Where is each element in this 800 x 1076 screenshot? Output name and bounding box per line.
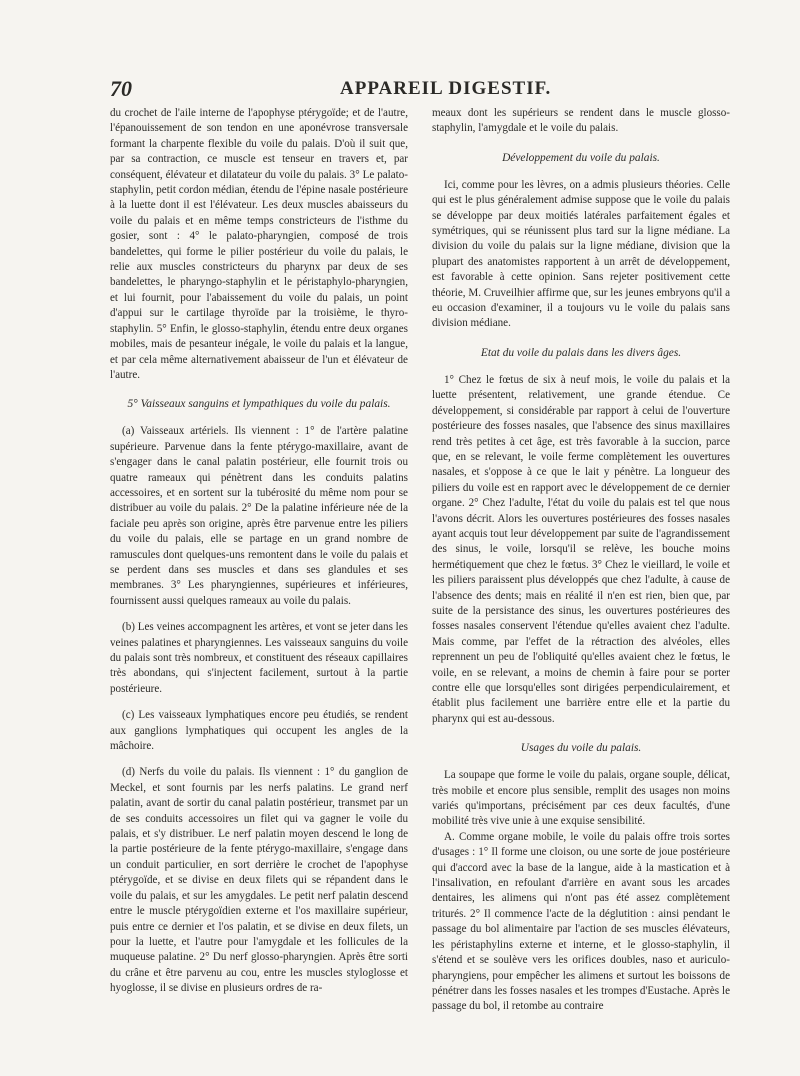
left-paragraph-nerfs: (d) Nerfs du voile du palais. Ils viennent : 1° du ganglion de Meckel, et sont fournis par les nerfs palatins. Le grand nerf palatin, avant de sortir du canal palatin postérieur, transmet par un de ses conduits accessoires un filet qui va gagner le voile du palais, et s'y distribuer. Le nerf palatin moyen descend le long de la partie postérieure de la fente ptérygo-maxillaire, s'engage dans un conduit particulier, en sort derrière le crochet de l'apophyse ptérygoïde, et se divise en deux filets qui se répandent dans le voile du palais, et sur les amygdales. Le petit nerf palatin descend entre le muscle ptérygoïdien externe et l'os maxillaire supérieur, puis entre ce dernier et l'os palatin, et se divise en deux filets, un pour la luette, et l'autre pour l'amygdale et les follicules de la muqueuse palatine. 2° Du nerf glosso-pharyngien. Après être sorti du crâne et être parvenu au cou, entre les muscles styloglosse et hyoglosse, il se divise en plusieurs ordres de ra- (110, 766, 408, 995)
right-paragraph-etat: 1° Chez le fœtus de six à neuf mois, le voile du palais et la luette présentent, relativement, une grande étendue. Ce développement, si considérable par rapport à celui de l'ouverture postérieure des fosses nasales, que l'absence des sinus maxillaires rend très petites à cet âge, est très favorable à la succion, parce que, en se relevant, le voile ferme complètement les ouvertures nasales, et s'oppose à ce que le lait y pénètre. La longueur des piliers du voile est en rapport avec le développement de ce dernier organe. 2° Chez l'adulte, l'état du voile du palais est tel que nous l'avons décrit. Alors les ouvertures postérieures des fosses nasales ayant acquis tout leur développement par suite de l'agrandissement des sinus, le voile, lorsqu'il se relève, les bouche moins hermétiquement que chez le fœtus. 3° Chez le vieillard, le voile et les piliers paraissent plus développés que chez l'adulte, à cause de l'absence des dents; mais en réalité il n'en est rien, bien que, par suite de la persistance des sinus, les ouvertures postérieures des fosses nasales conservent l'étendue qu'elles avaient chez l'adulte. Mais comme, par l'effet de la rétraction des alvéoles, elles reprennent un peu de l'obliquité qu'elles avaient chez le fœtus, le voile, en se relevant, a moins de chemin à faire pour se porter contre elle que lorsqu'elles sont dirigées perpendiculairement, et établit plus facilement une barrière entre elle et la partie du pharynx qui est au-dessous. (432, 373, 730, 725)
left-paragraph-arteres: (a) Vaisseaux artériels. Ils viennent : 1° de l'artère palatine supérieure. Parvenue dans la fente ptérygo-maxillaire, avant de s'engager dans le canal palatin postérieur, elle fournit trois ou quatre rameaux qui pénètrent dans les conduits palatins accessoires, et en sortent sur la tubérosité du même nom pour se distribuer au voile du palais. 2° De la palatine inférieure née de la faciale peu après son origine, après être parvenue entre les piliers du voile du palais, elle se partage en un grand nombre de ramuscules dont quelques-uns remontent dans le voile du palais et se perdent dans ses muscles et dans ses glandules et ses membranes. 3° Les pharyngiennes, supérieures et inférieures, fournissent aussi quelques rameaux au voile du palais. (110, 425, 408, 607)
right-paragraph-organe-mobile: A. Comme organe mobile, le voile du palais offre trois sortes d'usages : 1° Il forme une cloison, ou une sorte de joue postérieure qui d'accord avec la base de la langue, aide à la mastication et à l'insalivation, en refoulant d'arrière en avant sous les arcades dentaires, les alimens qui n'ont pas été assez complètement triturés. 2° Il commence l'acte de la déglutition : ainsi pendant le passage du bol alimentaire par l'action de ses muscles élévateurs, les péristaphylins externe et interne, et le glosso-staphylin, il s'étend et se soulève vers les orifices doubles, naso et auriculo-pharyngiens, pour empêcher les alimens et surtout les boissons de pénétrer dans les fosses nasales et les trompes d'Eustache. Après le passage du bol, il retombe au contraire (432, 830, 730, 1013)
right-heading-etat: Etat du voile du palais dans les divers âges. (480, 346, 682, 359)
right-paragraph-1: meaux dont les supérieurs se rendent dans le muscle glosso-staphylin, l'amygdale et le voile du palais. (432, 107, 730, 135)
right-heading-usages: Usages du voile du palais. (520, 742, 642, 755)
left-paragraph-1: du crochet de l'aile interne de l'apophyse ptérygoïde; et de l'autre, l'épanouissement de son tendon en une aponévrose transversale formant la charpente flexible du voile du palais. D'où il suit que, par sa contraction, ce muscle est tenseur en travers et, par conséquent, élévateur et dilatateur du voile du palais. 3° Le palato-staphylin, petit cordon médian, étendu de l'épine nasale postérieure à la luette dont il est l'élévateur. Les deux muscles abaisseurs du voile du palais et en même temps constricteurs de l'isthme du gosier, sont : 4° le palato-pharyngien, composé de trois bandelettes, qui forme le pilier postérieur du voile du palais, le relie aux muscles constricteurs du pharynx par deux de ses bandelettes, le pharyngo-staphylin et le péristaphylo-pharyngien, et lui fournit, pour l'abaissement du voile du palais, un point d'appui sur le cartilage thyroïde par la troisième, le thyro-staphylin. 5° Enfin, le glosso-staphylin, étendu entre deux organes mobiles, mais de pesanteur inégale, le voile du palais et la langue, et par cela même alternativement abaisseur de l'un et élévateur de l'autre. (110, 107, 408, 381)
left-paragraph-veines: (b) Les veines accompagnent les artères, et vont se jeter dans les veines palatines et pharyngiennes. Les vaisseaux sanguins du voile du palais sont très nombreux, et constituent des réseaux capillaires très abondans, qui s'injectent facilement, surtout à la partie postérieure. (110, 621, 408, 695)
left-heading-vaisseaux: 5° Vaisseaux sanguins et lympathiques du voile du palais. (127, 398, 391, 411)
right-paragraph-developpement: Ici, comme pour les lèvres, on a admis plusieurs théories. Celle qui est le plus généralement admise suppose que le voile du palais se développe par deux moitiés latérales parfaitement égales et symétriques, qui se réunissent plus tard sur la ligne médiane. La division du voile du palais sur la ligne médiane, division que la plupart des anatomistes rapportent à un arrêt de développement, est favorable à cette opinion. Sans rejeter positivement cette théorie, M. Cruveilhier affirme que, sur les jeunes embryons qu'il a eu occasion d'examiner, il a toujours vu le voile du palais sans division médiane. (432, 178, 730, 330)
right-paragraph-usages: La soupape que forme le voile du palais, organe souple, délicat, très mobile et encore plus sensible, remplit des usages non moins variés qu'importans, précisément par ces deux facultés, d'une mobilité très vive unie à une exquise sensibilité. (432, 769, 730, 828)
left-paragraph-lymphatiques: (c) Les vaisseaux lymphatiques encore peu étudiés, se rendent aux ganglions lymphatiques qui occupent les angles de la mâchoire. (110, 709, 408, 753)
right-column (432, 106, 730, 1015)
right-heading-developpement: Développement du voile du palais. (502, 151, 660, 164)
page-number: 70 (110, 76, 132, 101)
page-header (110, 76, 690, 106)
left-column (110, 106, 408, 997)
running-title: APPAREIL DIGESTIF. (340, 78, 552, 99)
